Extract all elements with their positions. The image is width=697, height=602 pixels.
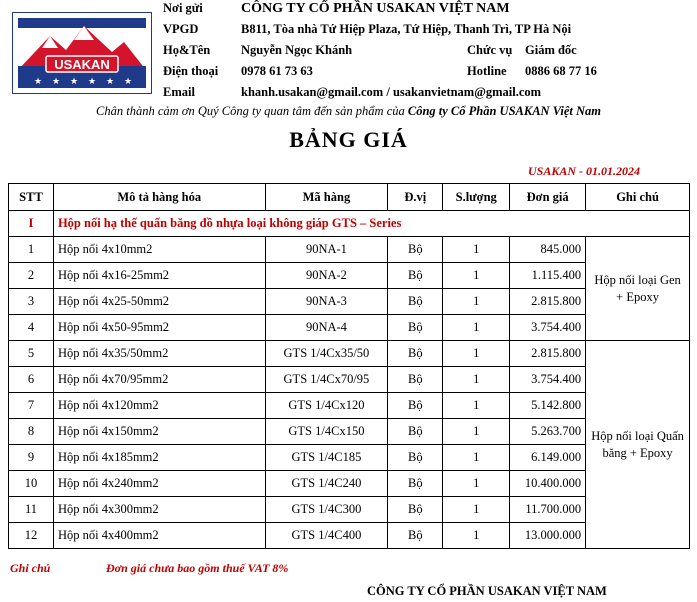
svg-text:★: ★	[88, 77, 97, 87]
cell-desc: Hộp nối 4x240mm2	[53, 471, 265, 497]
cell-desc: Hộp nối 4x300mm2	[53, 497, 265, 523]
hotline-label: Hotline	[467, 64, 507, 78]
cell-code: 90NA-2	[265, 263, 388, 289]
cell-desc: Hộp nối 4x50-95mm2	[53, 315, 265, 341]
cell-qty: 1	[443, 289, 510, 315]
cell-unit: Bộ	[388, 263, 443, 289]
cell-unit: Bộ	[388, 419, 443, 445]
office-value: B811, Tòa nhà Tứ Hiệp Plaza, Tứ Hiệp, Thanh Trì, TP Hà Nội	[241, 22, 572, 36]
cell-qty: 1	[443, 419, 510, 445]
cell-unit: Bộ	[388, 445, 443, 471]
header-stt: STT	[9, 184, 54, 211]
header-code: Mã hàng	[265, 184, 388, 211]
cell-unit: Bộ	[388, 341, 443, 367]
cell-stt: 9	[9, 445, 54, 471]
cell-desc: Hộp nối 4x25-50mm2	[53, 289, 265, 315]
cell-stt: 4	[9, 315, 54, 341]
thanks-line	[0, 104, 697, 119]
cell-price: 2.815.800	[510, 289, 586, 315]
cell-price: 1.115.400	[510, 263, 586, 289]
cell-unit: Bộ	[388, 367, 443, 393]
thanks-company: Công ty Cổ Phần USAKAN Việt Nam	[407, 104, 601, 118]
cell-stt: 7	[9, 393, 54, 419]
cell-stt: 3	[9, 289, 54, 315]
cell-unit: Bộ	[388, 289, 443, 315]
cell-stt: 2	[9, 263, 54, 289]
cell-qty: 1	[443, 237, 510, 263]
cell-note: Hộp nối loại Quấn băng + Epoxy	[586, 341, 690, 549]
cell-code: GTS 1/4Cx150	[265, 419, 388, 445]
cell-price: 3.754.400	[510, 367, 586, 393]
sender-label: Nơi gửi	[163, 1, 203, 15]
header-desc: Mô tả hàng hóa	[53, 184, 265, 211]
svg-text:★: ★	[70, 77, 79, 87]
phone-label: Điện thoại	[163, 64, 219, 78]
svg-text:★: ★	[106, 77, 115, 87]
cell-desc: Hộp nối 4x185mm2	[53, 445, 265, 471]
cell-stt: 11	[9, 497, 54, 523]
price-table	[8, 183, 690, 549]
cell-qty: 1	[443, 263, 510, 289]
cell-desc: Hộp nối 4x70/95mm2	[53, 367, 265, 393]
date-stamp: USAKAN - 01.01.2024	[527, 164, 640, 178]
table-row	[9, 237, 690, 263]
hotline-value: 0886 68 77 16	[525, 64, 597, 78]
name-value: Nguyễn Ngọc Khánh	[241, 43, 353, 57]
cell-desc: Hộp nối 4x35/50mm2	[53, 341, 265, 367]
footnote-text: Đơn giá chưa bao gồm thuế VAT 8%	[106, 561, 289, 575]
usakan-logo	[12, 12, 152, 94]
cell-unit: Bộ	[388, 237, 443, 263]
position-value: Giám đốc	[525, 43, 577, 57]
cell-code: GTS 1/4C300	[265, 497, 388, 523]
cell-code: 90NA-3	[265, 289, 388, 315]
sender-value: CÔNG TY CỔ PHẦN USAKAN VIỆT NAM	[241, 1, 510, 16]
cell-stt: 6	[9, 367, 54, 393]
cell-price: 5.263.700	[510, 419, 586, 445]
cell-unit: Bộ	[388, 523, 443, 549]
logo-text: USAKAN	[54, 57, 110, 72]
section-title: Hộp nối hạ thế quấn băng đồ nhựa loại không giáp GTS – Series	[53, 211, 689, 237]
cell-code: GTS 1/4Cx70/95	[265, 367, 388, 393]
cell-desc: Hộp nối 4x150mm2	[53, 419, 265, 445]
cell-price: 13.000.000	[510, 523, 586, 549]
cell-code: GTS 1/4C400	[265, 523, 388, 549]
cell-price: 3.754.400	[510, 315, 586, 341]
table-row	[9, 341, 690, 367]
cell-desc: Hộp nối 4x16-25mm2	[53, 263, 265, 289]
cell-qty: 1	[443, 315, 510, 341]
cell-stt: 12	[9, 523, 54, 549]
cell-price: 2.815.800	[510, 341, 586, 367]
email-label: Email	[163, 85, 195, 99]
cell-stt: 5	[9, 341, 54, 367]
cell-unit: Bộ	[388, 497, 443, 523]
cell-code: GTS 1/4Cx120	[265, 393, 388, 419]
cell-stt: 1	[9, 237, 54, 263]
svg-text:★: ★	[34, 77, 43, 87]
cell-code: GTS 1/4Cx35/50	[265, 341, 388, 367]
cell-unit: Bộ	[388, 315, 443, 341]
email-value: khanh.usakan@gmail.com / usakanvietnam@gmail.com	[241, 85, 542, 99]
cell-price: 5.142.800	[510, 393, 586, 419]
cell-code: 90NA-1	[265, 237, 388, 263]
page-title: BẢNG GIÁ	[289, 127, 408, 152]
section-row	[9, 211, 690, 237]
signature-company: CÔNG TY CỔ PHẦN USAKAN VIỆT NAM	[367, 584, 607, 598]
cell-price: 10.400.000	[510, 471, 586, 497]
cell-code: GTS 1/4C240	[265, 471, 388, 497]
cell-stt: 8	[9, 419, 54, 445]
section-no: I	[9, 211, 54, 237]
cell-qty: 1	[443, 497, 510, 523]
position-label: Chức vụ	[467, 43, 513, 57]
cell-desc: Hộp nối 4x10mm2	[53, 237, 265, 263]
header-note: Ghi chú	[586, 184, 690, 211]
cell-price: 6.149.000	[510, 445, 586, 471]
cell-qty: 1	[443, 341, 510, 367]
cell-code: 90NA-4	[265, 315, 388, 341]
svg-text:★: ★	[124, 77, 133, 87]
header-qty: S.lượng	[443, 184, 510, 211]
cell-unit: Bộ	[388, 471, 443, 497]
thanks-text: Chân thành cảm ơn Quý Công ty quan tâm đến sản phẩm của	[96, 104, 408, 118]
header-unit: Đ.vị	[388, 184, 443, 211]
cell-qty: 1	[443, 523, 510, 549]
footnote-label: Ghi chú	[10, 561, 51, 575]
cell-qty: 1	[443, 471, 510, 497]
phone-value: 0978 61 73 63	[241, 64, 313, 78]
cell-price: 11.700.000	[510, 497, 586, 523]
office-label: VPGD	[163, 22, 199, 36]
cell-code: GTS 1/4C185	[265, 445, 388, 471]
cell-stt: 10	[9, 471, 54, 497]
cell-desc: Hộp nối 4x120mm2	[53, 393, 265, 419]
cell-qty: 1	[443, 445, 510, 471]
cell-price: 845.000	[510, 237, 586, 263]
cell-note: Hộp nối loại Gen + Epoxy	[586, 237, 690, 341]
cell-qty: 1	[443, 367, 510, 393]
name-label: Họ&Tên	[163, 43, 211, 57]
table-header-row	[9, 184, 690, 211]
cell-qty: 1	[443, 393, 510, 419]
cell-desc: Hộp nối 4x400mm2	[53, 523, 265, 549]
cell-unit: Bộ	[388, 393, 443, 419]
header-price: Đơn giá	[510, 184, 586, 211]
svg-text:★: ★	[52, 77, 61, 87]
